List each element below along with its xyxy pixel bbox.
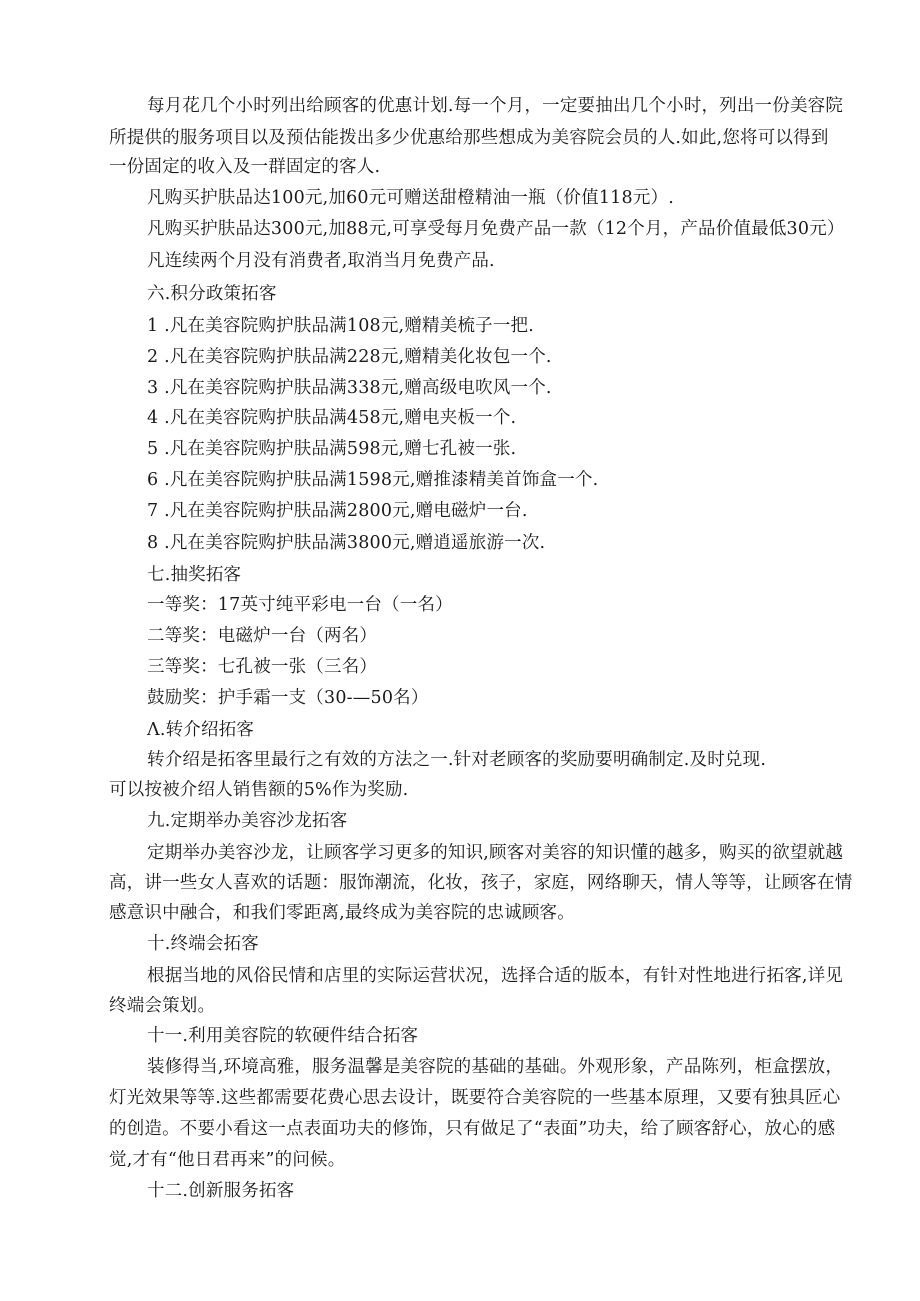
list-item: 7 .凡在美容院购护肤品满2800元,赠电磁炉一台. [147,501,528,521]
list-item: 3 .凡在美容院购护肤品满338元,赠高级电吹风一个. [147,378,552,398]
list-item: 4 .凡在美容院购护肤品满458元,赠电夹板一个. [147,408,517,428]
prize-item: 三等奖：七孔被一张（三名） [147,657,378,677]
text-line: 高，讲一些女人喜欢的话题：服饰潮流，化妆，孩子，家庭，网络聊天，情人等等，让顾客在情 [109,873,853,893]
list-item: 6 .凡在美容院购护肤品满1598元,赠推漆精美首饰盒一个. [147,470,599,490]
text-line: 可以按被介绍人销售额的5%作为奖励. [109,780,409,800]
text-line: 凡连续两个月没有消费者,取消当月免费产品. [147,251,495,271]
text-line: 根据当地的风俗民情和店里的实际运营状况，选择合适的版本，有针对性地进行拓客,详见 [147,966,844,986]
list-item: 8 .凡在美容院购护肤品满3800元,赠逍遥旅游一次. [147,533,546,553]
text-line: 定期举办美容沙龙，让顾客学习更多的知识,顾客对美容的知识懂的越多，购买的欲望就越 [147,843,844,863]
text-line: 觉,才有“他日君再来”的问候。 [109,1150,346,1170]
text-line: 每月花几个小时列出给顾客的优惠计划.每一个月，一定要抽出几个小时，列出一份美容院 [147,96,844,116]
list-item: 5 .凡在美容院购护肤品满598元,赠七孔被一张. [147,439,517,459]
text-line: 凡购买护肤品达100元,加60元可赠送甜橙精油一瓶（价值118元）. [147,188,674,208]
prize-item: 鼓励奖：护手霜一支（30-—50名） [147,688,429,708]
text-line: 所提供的服务项目以及预估能拨出多少优惠给那些想成为美容院会员的人.如此,您将可以得到 [109,128,829,148]
section-heading: 十.终端会拓客 [147,934,259,954]
section-heading: 七.抽奖拓客 [147,565,242,585]
section-heading: 十一.利用美容院的软硬件结合拓客 [147,1026,419,1046]
text-line: 感意识中融合，和我们零距离,最终成为美容院的忠诚顾客。 [109,903,575,923]
text-line: 一份固定的收入及一群固定的客人. [109,157,381,177]
text-line: 终端会策划。 [109,996,216,1016]
section-heading: 九.定期举办美容沙龙拓客 [147,811,348,831]
list-item: 1 .凡在美容院购护肤品满108元,赠精美梳子一把. [147,316,534,336]
text-line: 凡购买护肤品达300元,加88元,可享受每月免费产品一款（12个月，产品价值最低30元） [147,219,845,239]
text-line: 灯光效果等等.这些都需要花费心思去设计，既要符合美容院的一些基本原理，又要有独具匠心 [109,1088,841,1108]
list-item: 2 .凡在美容院购护肤品满228元,赠精美化妆包一个. [147,347,552,367]
text-line: 的创造。不要小看这一点表面功夫的修饰，只有做足了“表面”功夫，给了顾客舒心，放心的感 [109,1119,836,1139]
text-line: 转介绍是拓客里最行之有效的方法之一.针对老顾客的奖励要明确制定.及时兑现. [147,750,767,770]
section-heading: 十二.创新服务拓客 [147,1181,295,1201]
text-line: 装修得当,环境高雅，服务温馨是美容院的基础的基础。外观形象，产品陈列，柜盒摆放， [147,1057,844,1077]
section-heading: Λ.转介绍拓客 [147,720,255,740]
prize-item: 二等奖：电磁炉一台（两名） [147,626,378,646]
prize-item: 一等奖：17英寸纯平彩电一台（一名） [147,595,453,615]
section-heading: 六.积分政策拓客 [147,284,277,304]
